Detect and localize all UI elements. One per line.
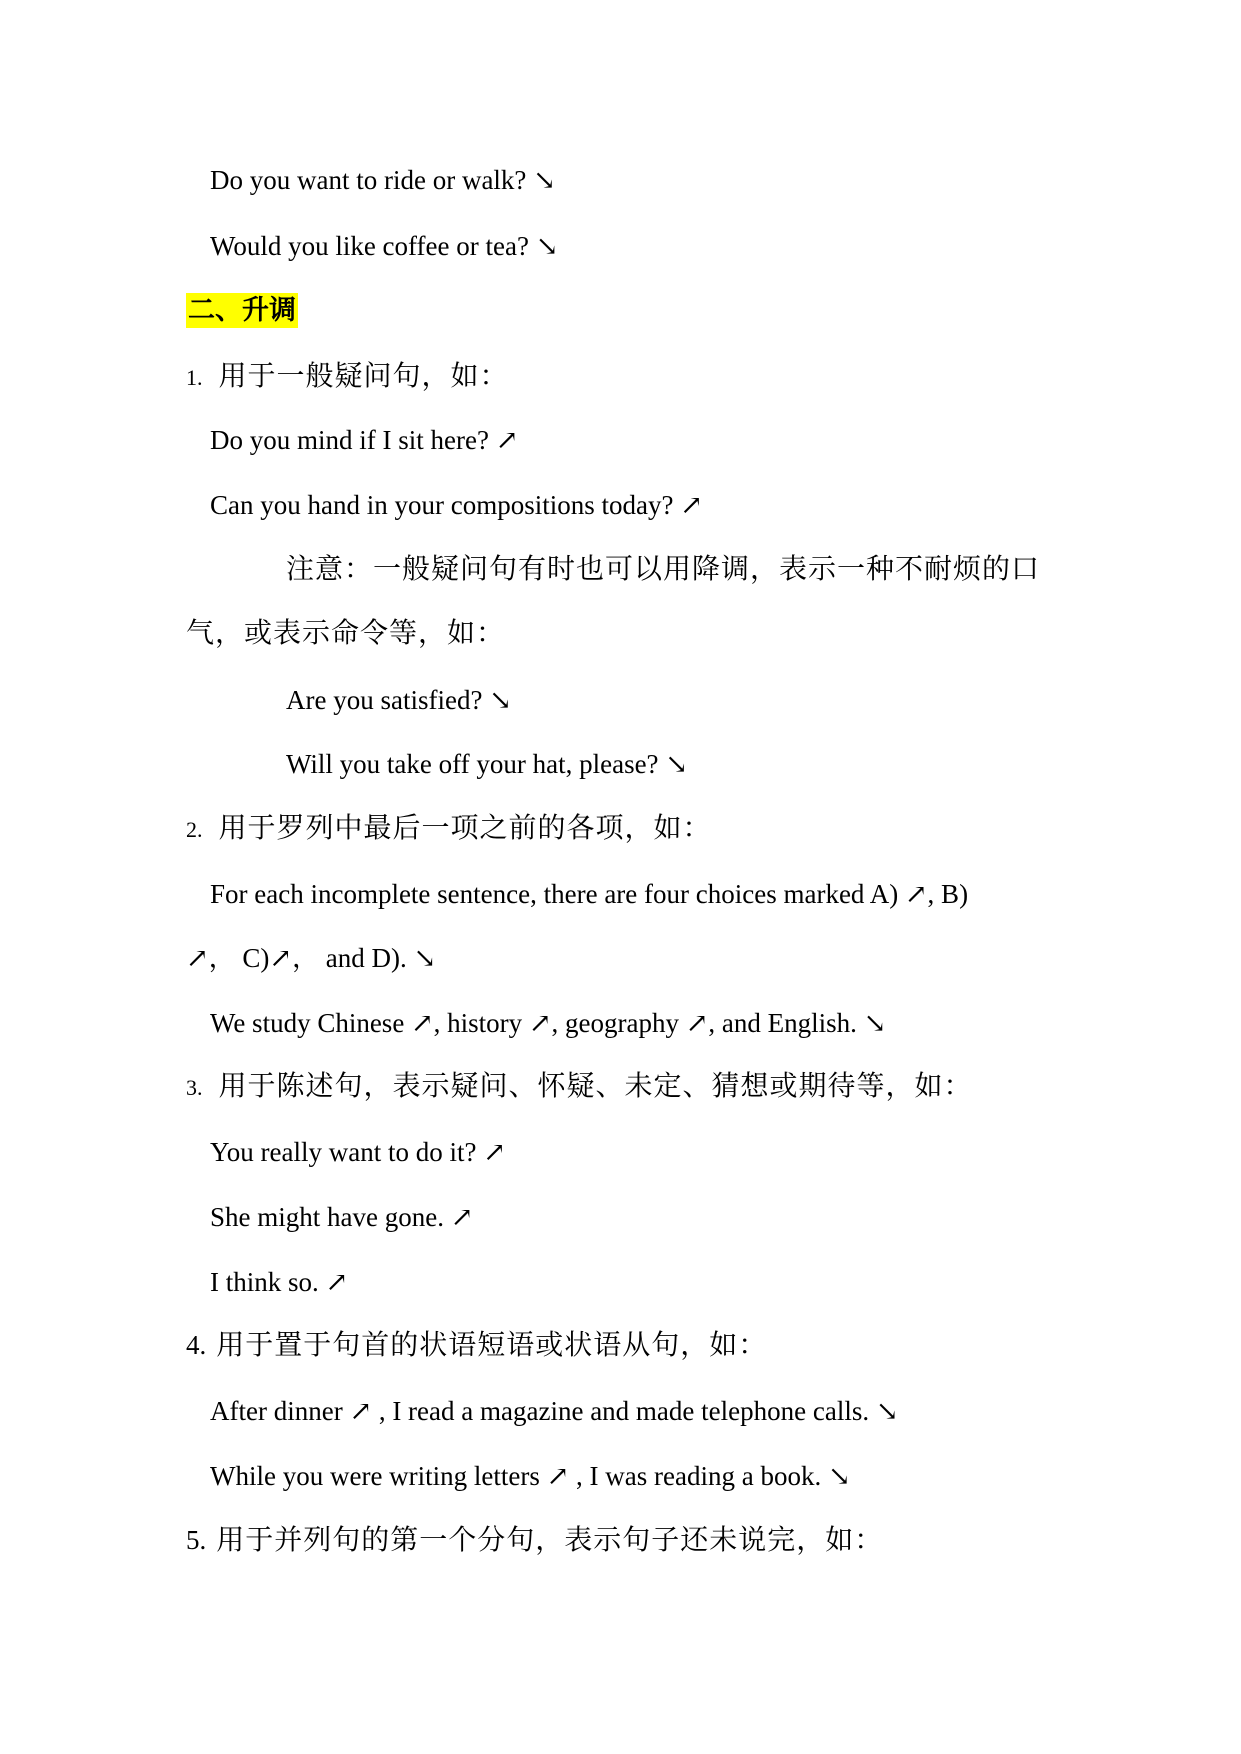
note-line: 气，或表示命令等，如： bbox=[186, 618, 506, 649]
list-number: 2. bbox=[186, 817, 203, 842]
example-line: You really want to do it? ↗ bbox=[210, 1137, 506, 1167]
example-line: For each incomplete sentence, there are four choices marked A) ↗, B) bbox=[210, 879, 969, 909]
example-line: Would you like coffee or tea? ↘ bbox=[210, 231, 559, 261]
list-text: 用于置于句首的状语短语或状语从句，如： bbox=[216, 1330, 768, 1361]
list-number: 4. bbox=[186, 1330, 207, 1360]
example-line: Do you want to ride or walk? ↘ bbox=[210, 165, 556, 195]
list-number: 3. bbox=[186, 1075, 203, 1100]
example-line: While you were writing letters ↗ , I was reading a book. ↘ bbox=[210, 1461, 851, 1491]
example-line: After dinner ↗ , I read a magazine and made telephone calls. ↘ bbox=[210, 1396, 899, 1426]
list-item bbox=[186, 356, 509, 398]
example-line: Do you mind if I sit here? ↗ bbox=[210, 425, 519, 455]
list-item bbox=[186, 808, 712, 850]
list-text: 用于并列句的第一个分句，表示句子还未说完，如： bbox=[216, 1525, 884, 1556]
list-item bbox=[186, 1325, 767, 1366]
list-text: 用于陈述句，表示疑问、怀疑、未定、猜想或期待等，如： bbox=[218, 1071, 973, 1102]
section-heading bbox=[186, 290, 298, 331]
example-line: We study Chinese ↗, history ↗, geography ↗, and English. ↘ bbox=[210, 1008, 887, 1038]
list-text: 用于一般疑问句，如： bbox=[218, 361, 509, 392]
example-line: I think so. ↗ bbox=[210, 1267, 349, 1297]
list-text: 用于罗列中最后一项之前的各项，如： bbox=[218, 813, 712, 844]
list-item bbox=[186, 1520, 883, 1561]
list-item bbox=[186, 1066, 973, 1108]
example-line: Will you take off your hat, please? ↘ bbox=[286, 749, 688, 779]
example-line: Can you hand in your compositions today? ↗ bbox=[210, 490, 703, 520]
example-line: She might have gone. ↗ bbox=[210, 1202, 474, 1232]
list-number: 5. bbox=[186, 1525, 207, 1555]
section-heading-text: 二、升调 bbox=[188, 295, 296, 326]
example-line: ↗， C)↗， and D). ↘ bbox=[186, 943, 437, 973]
example-line: Are you satisfied? ↘ bbox=[286, 685, 512, 715]
list-number: 1. bbox=[186, 365, 203, 390]
note-line: 注意：一般疑问句有时也可以用降调，表示一种不耐烦的口 bbox=[286, 554, 1041, 585]
